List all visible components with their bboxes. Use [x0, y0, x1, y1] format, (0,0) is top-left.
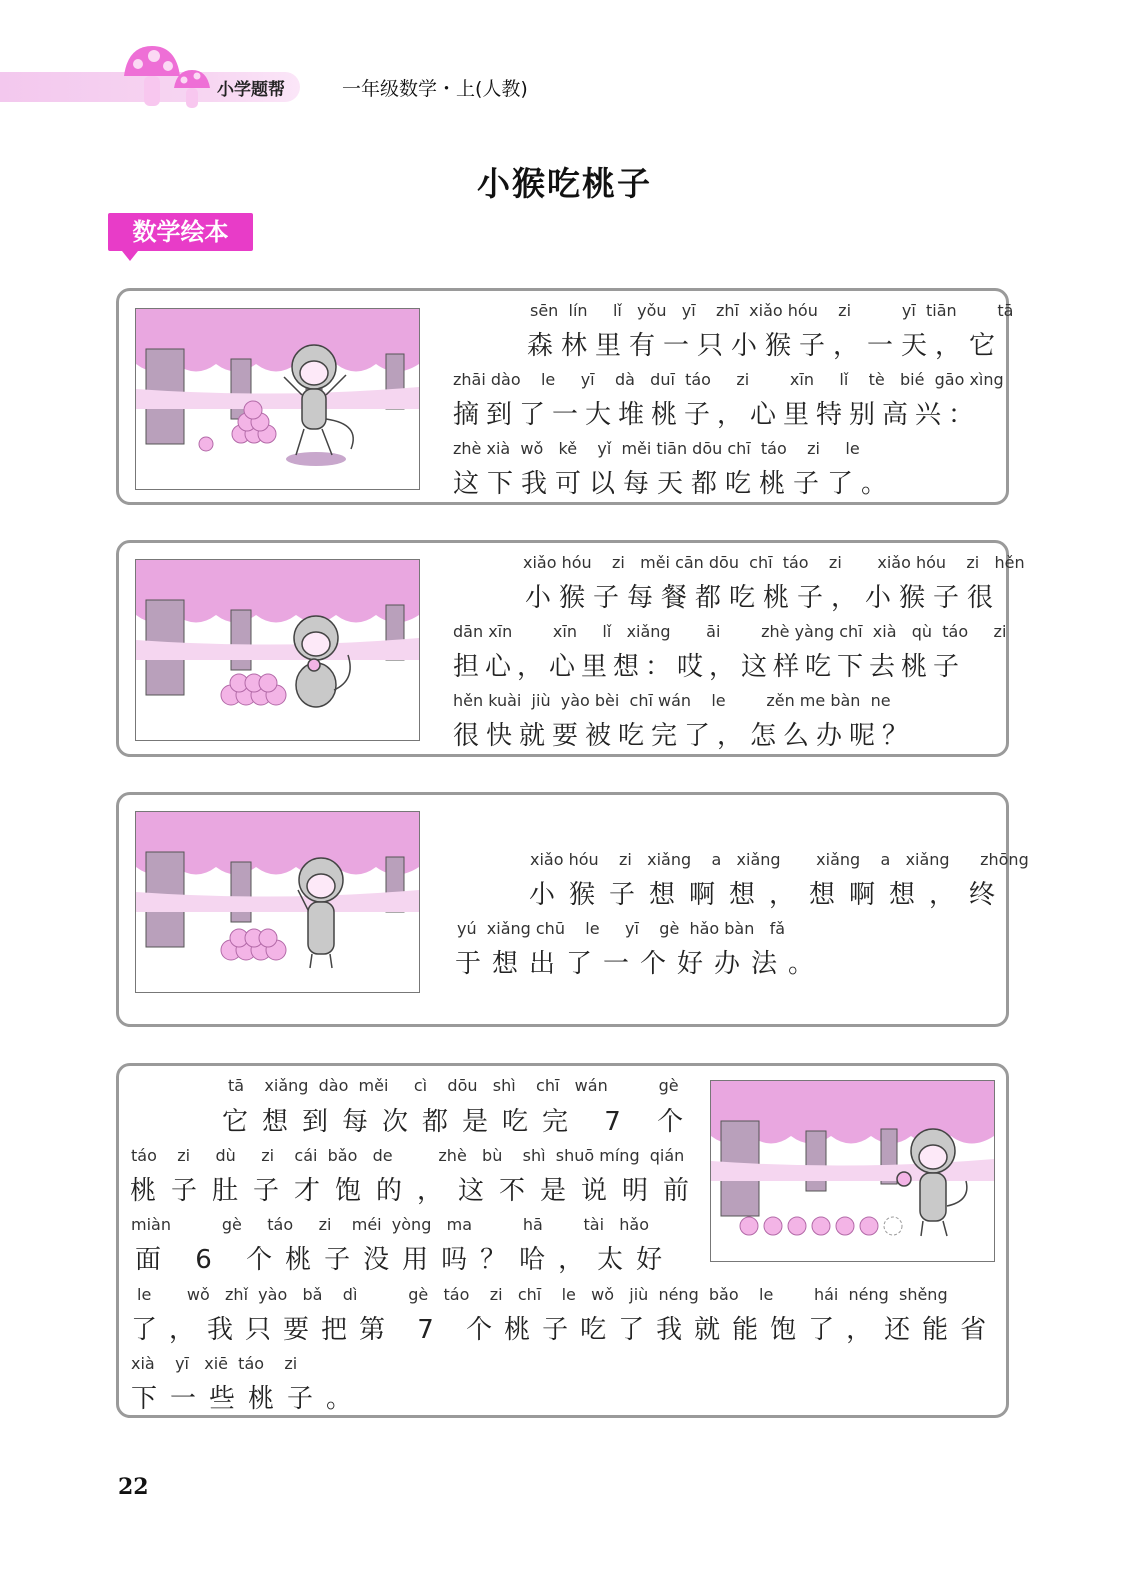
pinyin-line: zhè xià wǒ kě yǐ měi tiān dōu chī táo zi le [453, 439, 860, 458]
text-line: 它想到每次都是吃完 7 个 [222, 1107, 698, 1137]
pinyin-line: táo zi dù zi cái bǎo de zhè bù shì shuō míng qián [131, 1146, 685, 1165]
text-line: 担心，心里想：哎，这样吃下去桃子 [453, 652, 966, 682]
pinyin-line: hěn kuài jiù yào bèi chī wán le zěn me bàn ne [453, 691, 891, 710]
story-panel-4 [116, 1063, 1009, 1418]
text-line: 摘到了一大堆桃子，心里特别高兴： [453, 400, 982, 430]
text-line: 面 6 个桃子没用吗？哈，太好 [135, 1245, 676, 1275]
text-line: 了，我只要把第 7 个桃子吃了我就能饱了，还能省 [131, 1315, 999, 1345]
text-line: 森林里有一只小猴子，一天，它 [527, 331, 1004, 361]
page-title: 小猴吃桃子 [477, 164, 652, 203]
story-panel-1 [116, 288, 1014, 505]
section-tag: 数学绘本 [108, 213, 253, 251]
illustration-monkey-peach-pile [135, 308, 420, 490]
text-line: 很快就要被吃完了，怎么办呢？ [453, 721, 916, 751]
text-line: 桃子肚子才饱的，这不是说明前 [130, 1176, 705, 1206]
pinyin-line: zhāi dào le yī dà duī táo zi xīn lǐ tè bié gāo xìng [453, 370, 1004, 389]
story-panel-3 [116, 792, 1029, 1027]
forest-scene-icon [136, 309, 419, 489]
text-line: 下一些桃子。 [131, 1384, 366, 1414]
pinyin-line: tā xiǎng dào měi cì dōu shì chī wán gè [228, 1076, 679, 1095]
forest-scene-icon [136, 560, 419, 740]
pinyin-line: sēn lín lǐ yǒu yī zhī xiǎo hóu zi yī tiān tā [530, 301, 1014, 320]
text-line: 小猴子想啊想，想啊想，终 [529, 880, 1010, 910]
illustration-monkey-eating-peach [135, 559, 420, 741]
pinyin-line: dān xīn xīn lǐ xiǎng āi zhè yàng chī xià qù táo zi [453, 622, 1007, 641]
pinyin-line: miàn gè táo zi méi yòng ma hā tài hǎo [131, 1215, 650, 1234]
pinyin-line: xiǎo hóu zi měi cān dōu chī táo zi xiǎo hóu zi hěn [523, 553, 1025, 572]
page-number: 22 [118, 1474, 149, 1500]
mushroom-logo-icon [122, 44, 217, 112]
forest-scene-icon [711, 1081, 994, 1261]
text-line: 这下我可以每天都吃桃子了。 [453, 469, 896, 499]
pinyin-line: xià yī xiē táo zi [131, 1354, 298, 1373]
pinyin-line: le wǒ zhǐ yào bǎ dì gè táo zi chī le wǒ jiù néng bǎo le hái néng shěng [137, 1285, 948, 1304]
text-line: 于想出了一个好办法。 [455, 949, 826, 979]
pinyin-line: yú xiǎng chū le yī gè hǎo bàn fǎ [457, 919, 786, 938]
series-name: 小学题帮 [217, 80, 285, 100]
illustration-monkey-thinking [135, 811, 420, 993]
forest-scene-icon [136, 812, 419, 992]
text-line: 小猴子每餐都吃桃子，小猴子很 [525, 583, 1002, 613]
pinyin-line: xiǎo hóu zi xiǎng a xiǎng xiǎng a xiǎng zhōng [530, 850, 1029, 869]
book-title: 一年级数学・上(人教) [342, 78, 528, 100]
illustration-monkey-row-of-peaches [710, 1080, 995, 1262]
story-panel-2 [116, 540, 1025, 757]
